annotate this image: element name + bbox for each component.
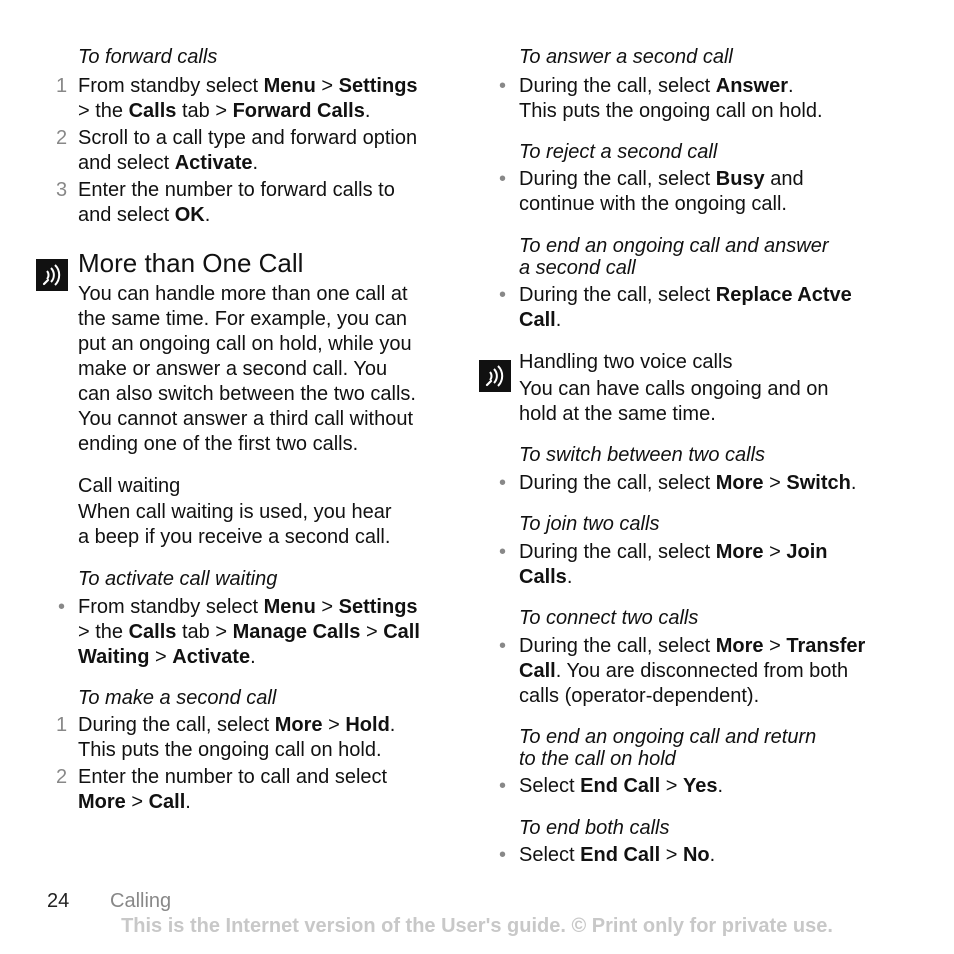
text-line xyxy=(519,843,715,868)
menu-term: End Call xyxy=(580,775,661,797)
text-line xyxy=(78,126,417,151)
bullet-item xyxy=(497,74,917,126)
text-line: When call waiting is used, you hear xyxy=(78,501,392,523)
bullet-item xyxy=(497,471,917,497)
bullet-item xyxy=(497,167,917,219)
call-waiting-paragraph xyxy=(78,500,392,550)
text-line xyxy=(78,178,395,203)
text-segment: . xyxy=(566,566,573,588)
text-line xyxy=(519,634,865,659)
text-segment: During the call, select xyxy=(519,472,716,494)
text-line: ending one of the first two calls. xyxy=(78,433,359,455)
procedure-title: To reject a second call xyxy=(519,141,718,163)
menu-term: Activate xyxy=(174,152,253,174)
menu-term: More xyxy=(715,635,764,657)
text-segment: During the call, select xyxy=(519,168,716,190)
bullet: • xyxy=(499,844,507,866)
menu-term: Join xyxy=(786,541,828,563)
text-segment: and xyxy=(764,168,804,190)
sound-wave-icon xyxy=(36,259,68,291)
text-segment: > xyxy=(322,714,346,736)
step-number: 3 xyxy=(56,179,68,201)
text-line xyxy=(519,283,852,308)
menu-term: Yes xyxy=(682,775,718,797)
handling-paragraph xyxy=(519,377,829,427)
text-line xyxy=(519,74,823,99)
menu-term: More xyxy=(715,472,764,494)
text-line: can also switch between the two calls. xyxy=(78,383,416,405)
text-segment: Select xyxy=(519,844,581,866)
page-number: 24 xyxy=(47,890,70,912)
procedure-title: a second call xyxy=(519,257,636,279)
text-segment: calls (operator-dependent). xyxy=(519,685,760,707)
text-line xyxy=(519,192,804,217)
step-item xyxy=(56,178,456,230)
procedure-title: To connect two calls xyxy=(519,607,699,629)
menu-term: Waiting xyxy=(78,646,150,668)
bullet-text xyxy=(519,167,804,217)
bullet: • xyxy=(499,472,507,494)
text-segment: > xyxy=(149,646,173,668)
text-segment: . xyxy=(185,791,191,813)
section-name: Calling xyxy=(110,890,172,912)
menu-term: More xyxy=(78,791,126,813)
text-segment: During the call, select xyxy=(519,284,716,306)
text-line xyxy=(78,74,418,99)
bullet-text xyxy=(519,634,865,709)
text-segment: Select xyxy=(519,775,581,797)
text-line: the same time. For example, you can xyxy=(78,308,408,330)
text-line xyxy=(519,540,827,565)
menu-term: Call xyxy=(383,621,420,643)
text-line xyxy=(519,471,856,496)
step-text xyxy=(78,765,387,815)
text-segment: From standby select xyxy=(78,75,264,97)
text-line xyxy=(519,565,827,590)
menu-term: More xyxy=(715,541,764,563)
text-segment: During the call, select xyxy=(519,75,716,97)
bullet: • xyxy=(58,596,66,618)
sound-wave-icon xyxy=(479,360,511,392)
step-item xyxy=(56,126,456,178)
text-segment: . xyxy=(555,309,562,331)
text-segment: > xyxy=(660,775,683,797)
text-line xyxy=(78,645,420,670)
subsection-heading: Handling two voice calls xyxy=(519,351,733,373)
text-segment: During the call, select xyxy=(519,541,716,563)
text-segment: and select xyxy=(78,152,175,174)
bullet-item xyxy=(56,595,456,673)
text-segment: Enter the number to forward calls to xyxy=(78,179,395,201)
menu-term: Busy xyxy=(715,168,765,190)
text-line xyxy=(78,790,387,815)
text-line xyxy=(78,738,395,763)
text-line: put an ongoing call on hold, while you xyxy=(78,333,412,355)
menu-term: Hold xyxy=(345,714,390,736)
menu-term: Calls xyxy=(128,621,177,643)
step-number: 1 xyxy=(56,75,68,97)
procedure-title: to the call on hold xyxy=(519,748,676,770)
bullet: • xyxy=(499,775,507,797)
procedure-title: To end an ongoing call and return xyxy=(519,726,817,748)
menu-term: Menu xyxy=(263,75,316,97)
step-number: 2 xyxy=(56,127,68,149)
bullet-text xyxy=(519,774,723,799)
bullet-item xyxy=(497,774,917,800)
copyright-notice: This is the Internet version of the User's guide. © Print only for private use. xyxy=(121,915,833,937)
step-text xyxy=(78,713,395,763)
text-line xyxy=(78,620,420,645)
step-number: 2 xyxy=(56,766,68,788)
menu-term: Forward Calls xyxy=(232,100,365,122)
text-line xyxy=(519,308,852,333)
menu-term: More xyxy=(274,714,323,736)
menu-term: Replace Actve xyxy=(715,284,852,306)
step-text xyxy=(78,126,417,176)
menu-term: End Call xyxy=(580,844,661,866)
text-segment: > xyxy=(360,621,384,643)
text-segment: Enter the number to call and select xyxy=(78,766,388,788)
text-line: make or answer a second call. You xyxy=(78,358,388,380)
text-line: You cannot answer a third call without xyxy=(78,408,414,430)
procedure-title: To end both calls xyxy=(519,817,670,839)
text-segment: . xyxy=(252,152,259,174)
text-segment: Scroll to a call type and forward option xyxy=(78,127,418,149)
text-segment: This puts the ongoing call on hold. xyxy=(519,100,823,122)
procedure-title: To make a second call xyxy=(78,687,277,709)
step-item xyxy=(56,713,456,765)
text-segment: continue with the ongoing call. xyxy=(519,193,787,215)
bullet-text xyxy=(519,843,715,868)
bullet: • xyxy=(499,635,507,657)
bullet-item xyxy=(497,634,917,712)
text-segment: This puts the ongoing call on hold. xyxy=(78,739,382,761)
bullet: • xyxy=(499,75,507,97)
bullet-item xyxy=(497,283,917,335)
text-segment: . xyxy=(709,844,716,866)
menu-term: No xyxy=(682,844,710,866)
text-segment: > the xyxy=(78,621,129,643)
text-segment: . xyxy=(788,75,794,97)
step-number: 1 xyxy=(56,714,68,736)
step-text xyxy=(78,178,395,228)
text-segment: . You are disconnected from both xyxy=(555,660,849,682)
text-segment: During the call, select xyxy=(519,635,716,657)
text-segment: During the call, select xyxy=(78,714,275,736)
text-segment: > xyxy=(125,791,149,813)
bullet-text xyxy=(519,540,827,590)
bullet: • xyxy=(499,168,507,190)
procedure-title: To join two calls xyxy=(519,513,660,535)
text-segment: > xyxy=(315,596,339,618)
menu-term: Activate xyxy=(172,646,251,668)
menu-term: Call xyxy=(519,660,556,682)
text-line xyxy=(78,713,395,738)
text-line xyxy=(519,774,723,799)
menu-term: Call xyxy=(148,791,186,813)
text-segment: . xyxy=(717,775,724,797)
text-segment: . xyxy=(250,646,256,668)
text-line xyxy=(519,659,865,684)
text-segment: . xyxy=(364,100,371,122)
text-line: You can handle more than one call at xyxy=(78,283,408,305)
bullet-text xyxy=(78,595,420,670)
menu-term: Switch xyxy=(786,472,851,494)
text-segment: From standby select xyxy=(78,596,264,618)
text-line xyxy=(78,151,417,176)
text-segment: > xyxy=(763,541,787,563)
menu-term: OK xyxy=(174,204,205,226)
procedure-title: To answer a second call xyxy=(519,46,733,68)
text-line xyxy=(78,595,420,620)
bullet-item xyxy=(497,540,917,592)
text-segment: tab > xyxy=(176,100,233,122)
bullet: • xyxy=(499,541,507,563)
menu-term: Calls xyxy=(128,100,177,122)
bullet-item xyxy=(497,843,917,869)
procedure-title: To forward calls xyxy=(78,46,218,68)
text-line: hold at the same time. xyxy=(519,403,716,425)
text-segment: and select xyxy=(78,204,175,226)
text-line xyxy=(78,203,395,228)
text-line xyxy=(519,684,865,709)
text-segment: > xyxy=(660,844,683,866)
step-item xyxy=(56,765,456,817)
text-segment: tab > xyxy=(176,621,233,643)
text-line: a beep if you receive a second call. xyxy=(78,526,391,548)
text-segment: > xyxy=(763,472,787,494)
procedure-title: To switch between two calls xyxy=(519,444,766,466)
text-line: You can have calls ongoing and on xyxy=(519,378,829,400)
menu-term: Calls xyxy=(519,566,567,588)
procedure-title: To end an ongoing call and answer xyxy=(519,235,829,257)
menu-term: Settings xyxy=(338,75,418,97)
text-segment: . xyxy=(204,204,211,226)
step-item xyxy=(56,74,456,126)
menu-term: Menu xyxy=(263,596,316,618)
subsection-heading: Call waiting xyxy=(78,475,181,497)
bullet-text xyxy=(519,471,856,496)
menu-term: Manage Calls xyxy=(232,621,361,643)
procedure-title: To activate call waiting xyxy=(78,568,278,590)
bullet-text xyxy=(519,283,852,333)
intro-paragraph xyxy=(78,282,416,457)
text-segment: . xyxy=(850,472,857,494)
menu-term: Settings xyxy=(338,596,418,618)
section-heading: More than One Call xyxy=(78,248,304,278)
text-segment: . xyxy=(389,714,396,736)
bullet: • xyxy=(499,284,507,306)
text-line xyxy=(519,99,823,124)
menu-term: Answer xyxy=(715,75,789,97)
text-line xyxy=(78,99,418,124)
bullet-text xyxy=(519,74,823,124)
menu-term: Call xyxy=(519,309,556,331)
menu-term: Transfer xyxy=(786,635,866,657)
text-segment: > the xyxy=(78,100,129,122)
step-text xyxy=(78,74,418,124)
text-line xyxy=(78,765,387,790)
text-line xyxy=(519,167,804,192)
text-segment: > xyxy=(315,75,339,97)
text-segment: > xyxy=(763,635,787,657)
